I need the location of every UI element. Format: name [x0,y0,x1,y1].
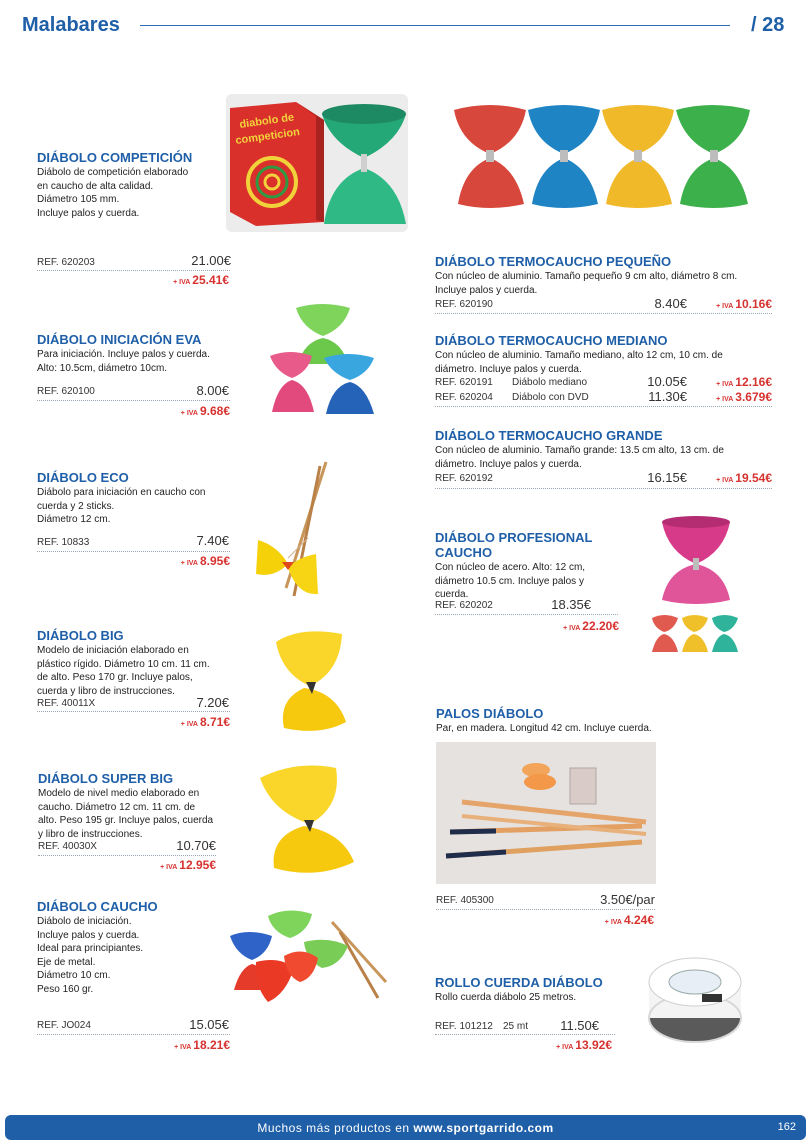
price-with-iva: + IVA 4.24€ [604,913,654,927]
desc-line: Con núcleo de aluminio. Tamaño grande: 13.5 cm alto, 13 cm. de [435,445,724,456]
price-with-iva: + IVA 8.95€ [180,554,230,568]
desc-line: Incluye palos y cuerda. [37,207,140,219]
product-ref: REF. 620190 [435,299,493,310]
product-price: 11.30€ [648,389,687,404]
diabolo-big-image [270,628,350,732]
product-description [37,348,257,375]
product-title: DIÁBOLO TERMOCAUCHO MEDIANO [435,333,668,348]
product-price: 3.50€/par [600,892,655,907]
product-quantity: 25 mt [503,1021,529,1032]
product-title: DIÁBOLO TERMOCAUCHO PEQUEÑO [435,254,672,269]
product-price: 18.35€ [551,597,591,612]
desc-line: Incluye palos y cuerda. [435,284,538,296]
product-title: DIÁBOLO ECO [37,470,129,485]
product-termocaucho-grande [435,428,795,471]
desc-line: Con núcleo de aluminio. Tamaño pequeño 9 cm alto, diámetro 8 cm. [435,271,738,282]
dotted-divider [37,270,230,271]
desc-line: diámetro. Incluye palos y cuerda. [435,458,582,470]
product-description [435,561,615,602]
desc-line: Diábolo de iniciación. [37,916,132,927]
product-eco [37,470,257,527]
product-ref: REF. 405300 [436,895,494,906]
price-with-iva: + IVA 3.679€ [716,390,772,404]
product-price: 7.20€ [196,695,229,710]
desc-line: caucho. Diámetro 12 cm. 11 cm. de [38,801,196,813]
product-price: 7.40€ [196,533,229,548]
product-ref: REF. 101212 [435,1021,493,1032]
product-title: DIÁBOLO CAUCHO [37,899,158,914]
desc-line: diámetro 10.5 cm. Incluye palos y [435,575,584,587]
product-price: 8.00€ [196,383,229,398]
desc-line: Diámetro 105 mm. [37,194,120,205]
dotted-divider [37,711,230,712]
product-title: DIÁBOLO PROFESIONAL [435,530,593,545]
diabolo-profesional-image [648,512,744,658]
page-number: 162 [777,1121,796,1133]
price-with-iva: + IVA 12.95€ [160,858,216,872]
product-ref: REF. 40011X [37,698,96,709]
product-title: ROLLO CUERDA DIÁBOLO [435,975,603,990]
product-profesional-caucho [435,530,615,602]
desc-line: Modelo de nivel medio elaborado en [38,788,200,799]
product-super-big [38,771,238,841]
product-termocaucho-pequeno [435,254,795,297]
dotted-divider [37,551,230,552]
desc-line: Con núcleo de acero. Alto: 12 cm, [435,562,586,573]
desc-line: plástico rígido. Diámetro 10 cm. 11 cm. [37,658,210,670]
price-with-iva: + IVA 19.54€ [716,471,772,485]
product-ref: REF. 620202 [435,600,493,611]
footer-text: Muchos más productos en www.sportgarrido.com [257,1121,554,1135]
desc-line: alto. Peso 195 gr. Incluye palos, cuerda [38,815,214,826]
diabolo-termocaucho-image [450,98,756,212]
desc-line: Modelo de iniciación elaborado en [37,645,189,656]
price-with-iva: + IVA 8.71€ [180,715,230,729]
dotted-divider [38,855,216,856]
product-description [436,722,776,736]
product-rollo-cuerda [435,975,655,1005]
dotted-divider [37,400,230,401]
product-price: 11.50€ [560,1018,599,1033]
diabolo-super-big-image [256,762,360,878]
product-caucho [37,899,227,996]
product-title: DIÁBOLO COMPETICIÓN [37,150,193,165]
product-description [37,644,252,698]
product-iniciacion-eva [37,332,257,375]
price-with-iva: + IVA 22.20€ [563,619,619,633]
desc-line: y libro de instrucciones. [38,828,143,840]
desc-line: Rollo cuerda diábolo 25 metros. [435,992,577,1003]
footer-bar [5,1115,806,1140]
desc-line: cuerda y libro de instrucciones. [37,685,175,697]
desc-line: Incluye palos y cuerda. [37,929,140,941]
product-price: 16.15€ [647,470,687,485]
product-ref: REF. 620203 [37,257,95,268]
product-termocaucho-mediano [435,333,795,376]
desc-line: Alto: 10.5cm, diámetro 10cm. [37,362,168,374]
price-with-iva: + IVA 13.92€ [556,1038,612,1052]
product-title: PALOS DIÁBOLO [436,706,544,721]
desc-line: Par, en madera. Longitud 42 cm. Incluye cuerda. [436,723,652,734]
desc-line: cuerda y 2 sticks. [37,500,115,512]
footer-url[interactable]: www.sportgarrido.com [413,1121,554,1135]
product-description [37,486,257,527]
section-title: Malabares [22,14,120,36]
product-title: DIÁBOLO SUPER BIG [38,771,174,786]
product-price: 15.05€ [189,1017,229,1032]
dotted-divider [435,313,772,314]
desc-line: diámetro. Incluye palos y cuerda. [435,363,582,375]
desc-line: de alto. Peso 170 gr. Incluye palos, [37,672,193,683]
product-ref: REF. 10833 [37,537,90,548]
dotted-divider [436,909,655,910]
diabolo-competicion-image [226,94,408,232]
svg-text:diabolo de: diabolo de [238,111,295,131]
product-ref: REF. JO024 [37,1020,91,1031]
product-competicion [37,150,227,220]
desc-line: Diábolo de competición elaborado [37,167,189,178]
product-description [38,787,238,841]
rollo-cuerda-image [644,952,746,1046]
diabolo-eco-image [248,458,340,602]
price-with-iva: + IVA 25.41€ [173,273,229,287]
product-palos-diabolo [436,706,776,736]
desc-line: Eje de metal. [37,956,96,968]
product-ref: REF. 620100 [37,386,95,397]
palos-diabolo-image [436,742,656,884]
price-with-iva: + IVA 10.16€ [716,297,772,311]
desc-line: Peso 160 gr. [37,983,94,995]
desc-line: Diámetro 12 cm. [37,514,111,525]
product-description [435,991,655,1005]
product-description [435,349,795,376]
product-price: 10.70€ [176,838,216,853]
product-big [37,628,252,698]
price-with-iva: + IVA 18.21€ [174,1038,230,1052]
desc-line: Para iniciación. Incluye palos y cuerda. [37,349,210,360]
product-ref: REF. 620191 [435,377,493,388]
price-with-iva: + IVA 12.16€ [716,375,772,389]
page-count: / 28 [751,14,785,36]
product-title: DIÁBOLO BIG [37,628,124,643]
dotted-divider [435,406,772,407]
desc-line: Con núcleo de aluminio. Tamaño mediano, alto 12 cm, 10 cm. de [435,350,723,361]
product-ref: REF. 40030X [38,841,97,852]
product-ref: REF. 620204 [435,392,493,403]
desc-line: cuerda. [435,589,469,600]
product-title: DIÁBOLO INICIACIÓN EVA [37,332,202,347]
svg-text:competicion: competicion [234,126,301,147]
price-with-iva: + IVA 9.68€ [180,404,230,418]
product-description [435,444,795,471]
product-title: DIÁBOLO TERMOCAUCHO GRANDE [435,428,663,443]
desc-line: Ideal para principiantes. [37,943,144,954]
product-description [435,270,795,297]
dotted-divider [37,1034,230,1035]
desc-line: Diábolo para iniciación en caucho con [37,487,206,498]
diabolo-caucho-image [228,906,394,1006]
product-price: 21.00€ [191,253,231,268]
dotted-divider [435,488,772,489]
product-description [37,166,227,220]
dotted-divider [435,1034,615,1035]
variant-name: Diábolo con DVD [512,392,589,403]
diabolo-eva-image [268,302,380,418]
header-divider [140,25,730,26]
product-description [37,915,227,996]
desc-line: en caucho de alta calidad. [37,180,154,192]
product-price: 10.05€ [647,374,687,389]
dotted-divider [435,614,618,615]
product-title-line2: CAUCHO [435,545,493,560]
desc-line: Diámetro 10 cm. [37,970,111,981]
product-ref: REF. 620192 [435,473,493,484]
product-price: 8.40€ [654,296,687,311]
variant-name: Diábolo mediano [512,377,588,388]
